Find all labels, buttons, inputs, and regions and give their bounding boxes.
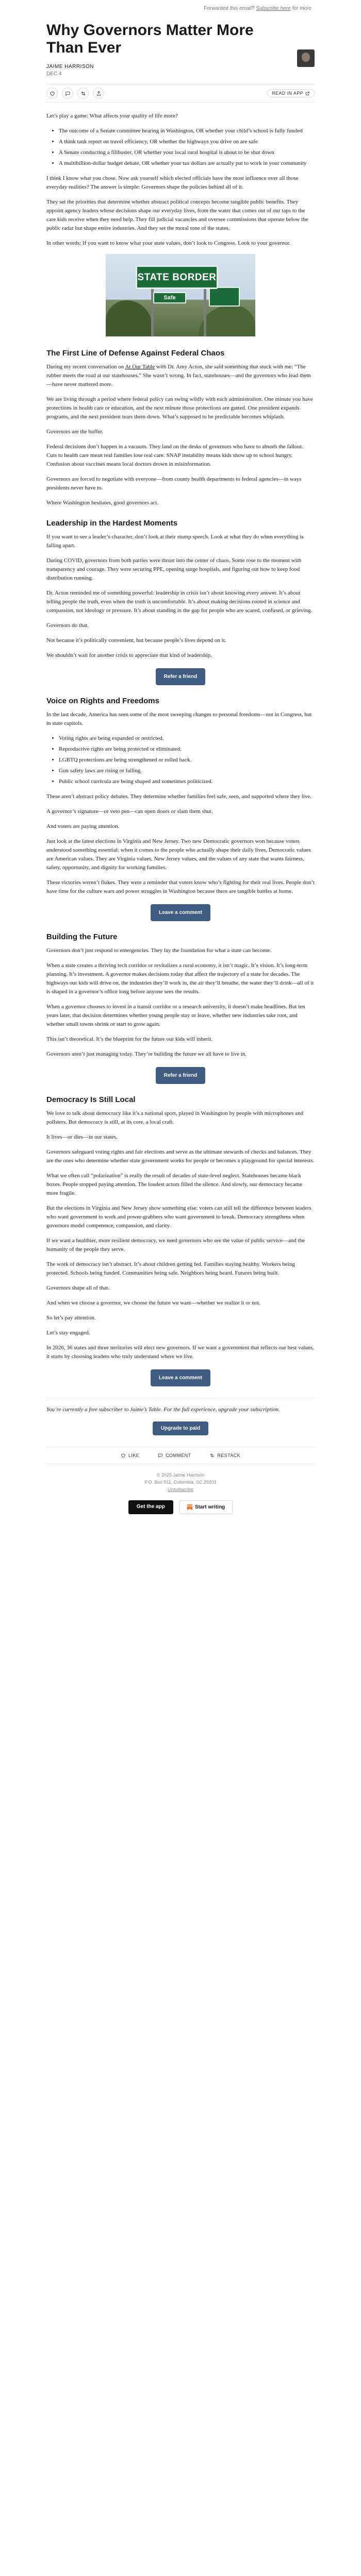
paragraph: If we want a healthier, more resilient democracy, we need governors who see the value of public service—and the humanity of the people they serve. [46, 1238, 305, 1252]
paragraph: In other words: If you want to know what your state values, don’t look to Congress. Look to your governor. [46, 240, 291, 246]
share-icon [96, 91, 102, 96]
paragraph: Governors don’t just respond to emergencies. They lay the foundation for what a state can become. [46, 947, 271, 954]
restack-icon [80, 91, 86, 96]
paragraph: Governors are forced to negotiate with everyone—from county health departments to federal agencies—in ways presidents never have to. [46, 476, 302, 491]
refer-friend-button[interactable]: Refer a friend [156, 668, 205, 685]
paragraph: I think I know what you chose. Now ask yourself which elected officials have the most influence over all those everyday realities? The answer is simple: Governors shape the policies behind all of it. [46, 175, 299, 190]
forwarded-bar [0, 0, 361, 16]
section-heading: Voice on Rights and Freedoms [46, 697, 159, 705]
paragraph: We are living through a period where federal policy can swing wildly with each administration. One minute you have protections in health care or education, and the next minute those protections are gutted. One president expands programs, and the next president tears them down. What’s supposed to be predictable becomes whiplash. [46, 396, 313, 420]
footer-action-bar [46, 1447, 315, 1464]
action-bar [46, 84, 315, 103]
paragraph: The work of democracy isn’t abstract. It’s about children getting fed. Families staying healthy. Workers being protected. Schools being funded. Communities being safe. Neighbors being heard. Futures being built. [46, 1261, 295, 1276]
forwarded-text: Forwarded this email? [204, 5, 255, 11]
unsubscribe-link[interactable]: Unsubscribe [167, 1487, 194, 1492]
state-border-photo[interactable] [106, 254, 255, 336]
footer-fineprint [46, 1471, 315, 1493]
comment-button[interactable] [62, 88, 73, 99]
paragraph: These victories weren’t flukes. They were a reminder that voters know who’s fighting for their real lives. People don’t have time for the culture wars and power struggles in Washington because there are tangible battles at home. [46, 879, 315, 894]
paragraph: But the elections in Virginia and New Jersey show something else: voters can still tell the difference between leaders who want government to work and power-grabbers who want government to break. Democracy strengthens when governors model competence, compassion, and clarity. [46, 1205, 311, 1229]
paragraph: And when we choose a governor, we choose the future we want—whether we realize it or not. [46, 1300, 260, 1306]
app-buttons [46, 1500, 315, 1514]
paragraph: If you want to see a leader’s character, don’t look at their stump speech. Look at what they do when everything is falling apart. [46, 534, 304, 549]
photo-trees [199, 306, 255, 336]
address: P.O. Box 911, Columbia, SC 29201 [144, 1480, 217, 1485]
paragraph: In 2026, 36 states and three territories will elect new governors. If we want a government that reflects our best values, it starts by choosing leaders who truly understand where we live. [46, 1345, 314, 1360]
list-item: • A Senate conducting a filibuster, OR whether your local rural hospital is about to be shut down [59, 148, 315, 157]
paragraph: They set the priorities that determine whether abstract political concepts become tangible public benefits. They appoint agency leaders whose decisions shape our everyday lives, from the water that comes out of our taps to the care kids receive when they need help. They fill judicial vacancies and oversee commissions that operate below the public radar but shape entire industries. And they set the moral tone of the states. [46, 199, 308, 231]
paragraph: These aren’t abstract policy debates. They determine whether families feel safe, seen, and supported where they live. [46, 793, 311, 800]
paragraph: It lives—or dies—in our states. [46, 1134, 118, 1140]
paragraph: Governors aren’t just managing today. They’re building the future we all have to live in. [46, 1051, 247, 1057]
read-in-app-button[interactable]: READ IN APP [267, 89, 315, 97]
comment-icon [65, 91, 71, 96]
paragraph: During COVID, governors from both parties were thrust into the center of chaos. Some rose to the moment with transparency and courage. They were securing PPE, opening surge hospitals, and figuring out how to keep food distribution running. [46, 557, 302, 581]
leave-comment-button[interactable]: Leave a comment [151, 1369, 210, 1386]
paragraph: Dr. Acton reminded me of something powerful: leadership in crisis isn’t about knowing every answer. It’s about telling people the truth, even when the truth is uncomfortable. It’s about making decisions rooted in science and compassion, not ideology or pressure. It’s about standing in the gap for people who are scared, confused, or grieving. [46, 590, 313, 614]
leave-comment-button[interactable]: Leave a comment [151, 904, 210, 921]
heart-icon [50, 91, 55, 96]
upgrade-button[interactable]: Upgrade to paid [153, 1421, 208, 1435]
list-item: • Public school curricula are being shaped and sometimes politicized. [59, 777, 315, 786]
paragraph: During my recent conversation on At Our Table with Dr. Amy Acton, she said something that stuck with me: “The rubber meets the road at our statehouses.” She wasn’t wrong. In fact, statehouses—and the governors who lead them—have never mattered more. [46, 364, 311, 387]
paragraph: Where Washington hesitates, good governors act. [46, 500, 159, 506]
article-title[interactable]: Why Governors Matter More Than Ever [46, 22, 254, 56]
paragraph: So let’s pay attention. [46, 1315, 96, 1321]
share-button[interactable] [93, 88, 104, 99]
list-item: • Reproductive rights are being protected or eliminated. [59, 745, 315, 754]
paragraph: Federal decisions don’t happen in a vacuum. They land on the desks of governors who have to absorb the fallout. Cuts to health care mean real families lose real care. SNAP instability means kids show up to school hungry. Confusion about vaccines means local doctors drown in misinformation. [46, 444, 303, 467]
paragraph: We love to talk about democracy like it’s a national sport, played in Washington by people with microphones and pollsters. But democracy is still, at its core, a local craft. [46, 1110, 304, 1125]
substack-logo-icon [187, 1504, 192, 1510]
paragraph: Governors are the buffer. [46, 429, 104, 435]
paragraph: And voters are paying attention. [46, 823, 120, 829]
paragraph: In the last decade, America has seen some of the most sweeping changes to personal freedoms—not in Congress, but in state capitols. [46, 711, 312, 726]
paragraph: A governor’s signature—or veto pen—can open doors or slam them shut. [46, 808, 213, 815]
list-item: • Gun safety laws are rising or falling. [59, 767, 315, 775]
section-heading: Leadership in the Hardest Moments [46, 519, 178, 528]
comment-icon [158, 1453, 163, 1458]
comparison-list [59, 127, 315, 168]
list-item: • LGBTQ protections are being strengthened or rolled back. [59, 756, 315, 765]
paragraph: Let’s stay engaged. [46, 1330, 90, 1336]
section-heading: The First Line of Defense Against Federal Chaos [46, 349, 225, 358]
section-heading: Democracy Is Still Local [46, 1095, 136, 1104]
subscription-note: You’re currently a free subscriber to Jaime’s Table. For the full experience, upgrade your subscription. [46, 1406, 280, 1413]
author-name[interactable]: JAIME HARRISON [46, 64, 94, 70]
paragraph: This isn’t theoretical. It’s the blueprint for the future our kids will inherit. [46, 1036, 213, 1042]
paragraph: Governors do that. [46, 622, 89, 629]
photo-trees [106, 300, 152, 336]
paragraph: Just look at the latest elections in Virginia and New Jersey. Two new Democratic governors won because voters understood something essential: when it comes to the people who actually shape their daily lives, Democratic values are American values. They are Virginia values, New Jersey values, and the values of any state that wants fairness, safety, opportunity, and dignity for working families. [46, 838, 311, 871]
paragraph: When a state creates a thriving tech corridor or revitalizes a rural economy, it isn’t magic. It’s vision. It’s long-term planning. It’s investment. A governor makes decisions today that affect the trajectory of a state for decades. The highways our kids will drive on, the industries they’ll work in, the air they’ll breathe, the water they’ll drink—all of it is shaped in a governor’s office long before anyone sees the results. [46, 962, 314, 995]
heart-icon [121, 1453, 126, 1458]
list-item: • Voting rights are being expanded or restricted. [59, 734, 315, 743]
footer-like-button[interactable]: LIKE [121, 1453, 139, 1458]
like-button[interactable] [46, 88, 58, 99]
restack-icon [209, 1453, 215, 1458]
section-heading: Building the Future [46, 933, 118, 941]
at-our-table-link[interactable]: At Our Table [125, 364, 155, 370]
refer-friend-button[interactable]: Refer a friend [156, 1067, 205, 1084]
list-item: • The outcome of a Senate committee hearing in Washington, OR whether your child’s school is fully funded [59, 127, 315, 135]
restack-button[interactable] [77, 88, 89, 99]
rights-list [59, 734, 315, 786]
get-app-button[interactable]: Get the app [128, 1500, 173, 1514]
email-content [46, 22, 315, 1514]
byline [46, 64, 315, 77]
start-writing-button[interactable]: Start writing [179, 1500, 233, 1514]
list-item: • A think tank report on travel efficiency, OR whether the highways you drive on are safe [59, 138, 315, 146]
footer-restack-button[interactable]: RESTACK [209, 1453, 240, 1458]
subscribe-link[interactable]: Subscribe here [256, 5, 291, 11]
footer-comment-button[interactable]: COMMENT [158, 1453, 191, 1458]
paragraph: Governors shape all of that. [46, 1285, 109, 1291]
paragraph: Governors safeguard voting rights and fair elections and serve as the ultimate stewards of checks and balances. They are the ones who determine whether state government works for people or becomes a playground for special interests. [46, 1149, 315, 1164]
forwarded-suffix: for more [292, 5, 311, 11]
paragraph: Let’s play a game: What affects your quality of life more? [46, 113, 178, 119]
photo-main-sign: STATE BORDER [136, 265, 218, 289]
external-link-icon [305, 91, 310, 96]
photo-small-sign: Safe [153, 292, 186, 303]
paragraph: We shouldn’t wait for another crisis to appreciate that kind of leadership. [46, 652, 212, 658]
paragraph: Not because it’s politically convenient, but because people’s lives depend on it. [46, 637, 226, 643]
paragraph: When a governor chooses to invest in a transit corridor or a research university, it doesn’t make headlines. But ten years later, that decision determines whether young people stay or leave, whether new industries take root, and whether small towns shrink or start to grow again. [46, 1004, 305, 1027]
list-item: • A multibillion-dollar budget debate, OR whether your tax dollars are actually put to work in your community [59, 159, 315, 168]
author-avatar[interactable] [297, 49, 315, 67]
photo-side-sign [209, 287, 240, 307]
paragraph: What we often call “polarization” is really the result of decades of state-level neglect. Statehouses became black boxes. People stopped paying attention. The loudest actors filled the silence. And slowly, our democracy became more fragile. [46, 1173, 303, 1196]
article-body [46, 112, 315, 1386]
publish-date: DEC 4 [46, 71, 62, 77]
copyright: © 2025 Jaime Harrison [156, 1472, 205, 1478]
